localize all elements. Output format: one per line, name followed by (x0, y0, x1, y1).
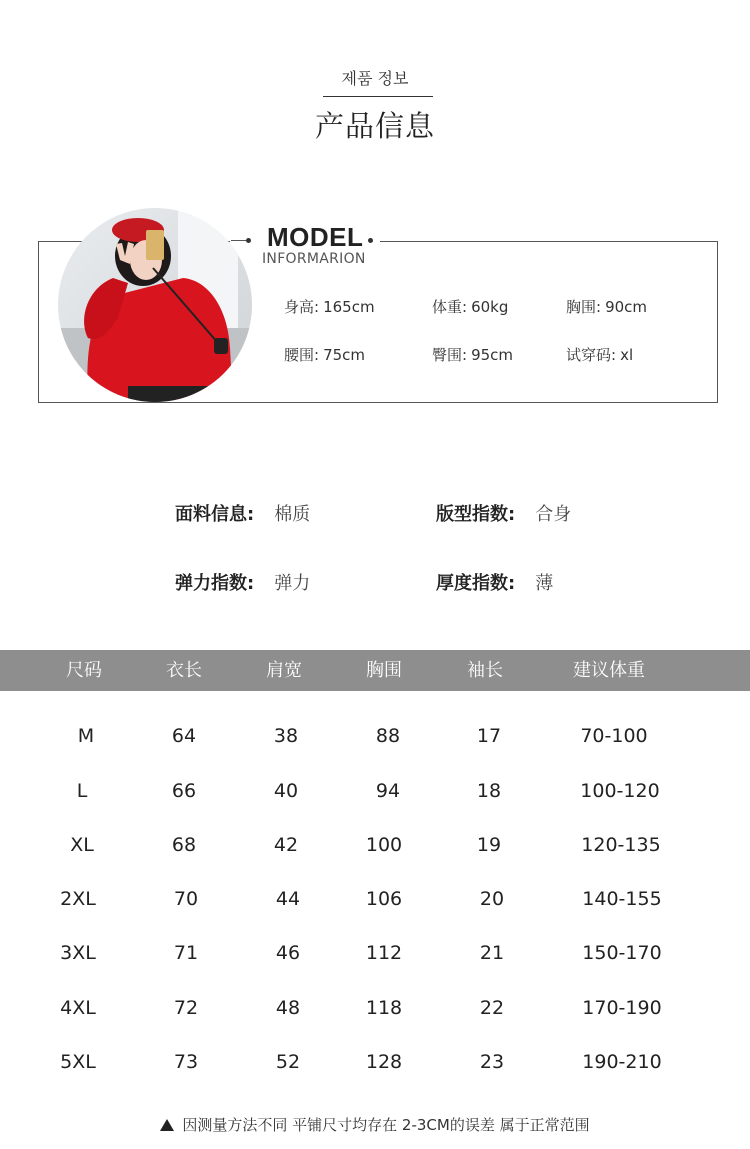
warning-triangle-icon (160, 1119, 174, 1131)
cell-weight: 170-190 (582, 997, 662, 1019)
cell-length: 73 (173, 1051, 199, 1073)
model-subheading: INFORMARION (262, 251, 366, 267)
cell-size: 2XL (60, 888, 96, 910)
heading-dot-left (246, 238, 251, 243)
cell-sleeve: 22 (479, 997, 505, 1019)
cell-sleeve: 21 (479, 942, 505, 964)
cell-bust: 112 (365, 942, 403, 964)
cell-size: M (77, 725, 95, 747)
fit-index: 版型指数: 合身 (436, 504, 572, 525)
cell-bust: 100 (365, 834, 403, 856)
cell-sleeve: 17 (476, 725, 502, 747)
model-weight: 体重: 60kg (432, 298, 509, 316)
cell-shoulder: 46 (275, 942, 301, 964)
cell-sleeve: 18 (476, 780, 502, 802)
measurement-note (0, 1114, 750, 1135)
page-title: 产品信息 (314, 109, 435, 143)
cell-weight: 190-210 (582, 1051, 662, 1073)
cell-shoulder: 38 (273, 725, 299, 747)
model-heading: MODEL (267, 222, 364, 252)
header-weight: 建议体重 (573, 660, 645, 681)
size-table-header (0, 650, 750, 691)
cell-weight: 70-100 (580, 725, 648, 747)
cell-bust: 128 (365, 1051, 403, 1073)
cell-sleeve: 19 (476, 834, 502, 856)
cell-shoulder: 42 (273, 834, 299, 856)
cell-length: 70 (173, 888, 199, 910)
cell-weight: 100-120 (580, 780, 660, 802)
header-shoulder: 肩宽 (266, 660, 302, 681)
thickness-index: 厚度指数: 薄 (436, 573, 554, 594)
title-divider (323, 96, 433, 97)
fabric-material: 面料信息: 棉质 (175, 504, 311, 525)
cell-shoulder: 48 (275, 997, 301, 1019)
model-photo (58, 208, 252, 402)
cell-sleeve: 20 (479, 888, 505, 910)
header-bust: 胸围 (366, 660, 402, 681)
header-size: 尺码 (66, 660, 102, 681)
cell-size: 3XL (60, 942, 96, 964)
elasticity-index: 弹力指数: 弹力 (175, 573, 311, 594)
cell-bust: 88 (375, 725, 401, 747)
heading-dot-right (368, 238, 373, 243)
cell-weight: 140-155 (582, 888, 662, 910)
cell-shoulder: 44 (275, 888, 301, 910)
cell-size: XL (70, 834, 94, 856)
model-hips: 臀围: 95cm (432, 346, 514, 364)
header-sleeve: 袖长 (467, 660, 503, 681)
cell-length: 71 (173, 942, 199, 964)
cell-size: L (76, 780, 88, 802)
model-tried-size: 试穿码: xl (566, 346, 634, 364)
cell-length: 64 (171, 725, 197, 747)
cell-length: 72 (173, 997, 199, 1019)
cell-shoulder: 40 (273, 780, 299, 802)
cell-bust: 118 (365, 997, 403, 1019)
cell-weight: 120-135 (581, 834, 661, 856)
cell-length: 68 (171, 834, 197, 856)
model-waist: 腰围: 75cm (284, 346, 366, 364)
cell-length: 66 (171, 780, 197, 802)
cell-sleeve: 23 (479, 1051, 505, 1073)
cell-shoulder: 52 (275, 1051, 301, 1073)
model-height: 身高: 165cm (284, 298, 375, 316)
header-length: 衣长 (166, 660, 202, 681)
korean-title: 제품 정보 (341, 69, 409, 88)
heading-dash (231, 240, 246, 241)
cell-size: 4XL (60, 997, 96, 1019)
cell-weight: 150-170 (582, 942, 662, 964)
cell-bust: 94 (375, 780, 401, 802)
model-bust: 胸围: 90cm (566, 298, 648, 316)
cell-bust: 106 (365, 888, 403, 910)
cell-size: 5XL (60, 1051, 96, 1073)
note-text: 因测量方法不同 平铺尺寸均存在 2-3CM的误差 属于正常范围 (182, 1116, 590, 1134)
